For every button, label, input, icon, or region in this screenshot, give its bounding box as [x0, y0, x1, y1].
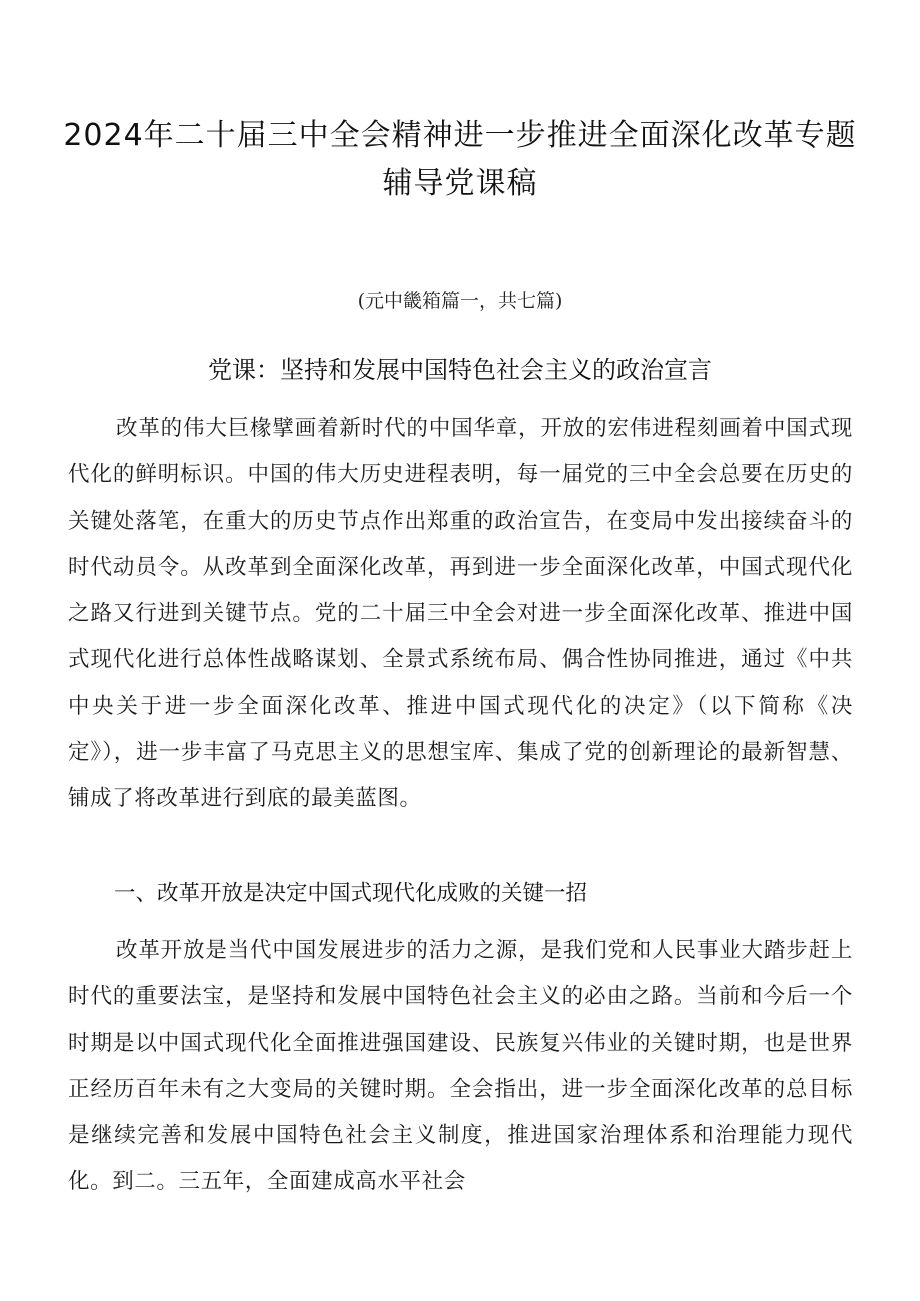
document-title: 2024年二十届三中全会精神进一步推进全面深化改革专题辅导党课稿	[63, 118, 857, 201]
intro-paragraph: 改革的伟大巨椽擘画着新时代的中国华章，开放的宏伟进程刻画着中国式现代化的鲜明标识。中国的伟大历史进程表明，每一届党的三中全会总要在历史的关键处落笔，在重大的历史节点作出郑重的政治宣告，在变局中发出接续奋斗的时代动员令。从改革到全面深化改革，再到进一步全面深化改革，中国式现代化之路又行进到关键节点。党的二十届三中全会对进一步全面深化改革、推进中国式现代化进行总体性战略谋划、全景式系统布局、偶合性协同推进，通过《中共中央关于进一步全面深化改革、推进中国式现代化的决定》（以下简称《决定》），进一步丰富了马克思主义的思想宝库、集成了党的创新理论的最新智慧、铺成了将改革进行到底的最美蓝图。	[68, 416, 853, 812]
section-paragraph: 改革开放是当代中国发展进步的活力之源，是我们党和人民事业大踏步赶上时代的重要法宝，是坚持和发展中国特色社会主义的必由之路。当前和今后一个时期是以中国式现代化全面推进强国建设、民族复兴伟业的关键时期，也是世界正经历百年未有之大变局的关键时期。全会指出，进一步全面深化改革的总目标是继续完善和发展中国特色社会主义制度，推进国家治理体系和治理能力现代化。到二。三五年，全面建成高水平社会	[68, 938, 853, 1195]
lesson-title: 党课：坚持和发展中国特色社会主义的政治宣言	[208, 356, 712, 384]
section-heading: 一、改革开放是决定中国式现代化成败的关键一招	[114, 881, 588, 906]
document-subtitle: (元中畿箱篇一，共七篇)	[357, 290, 563, 312]
